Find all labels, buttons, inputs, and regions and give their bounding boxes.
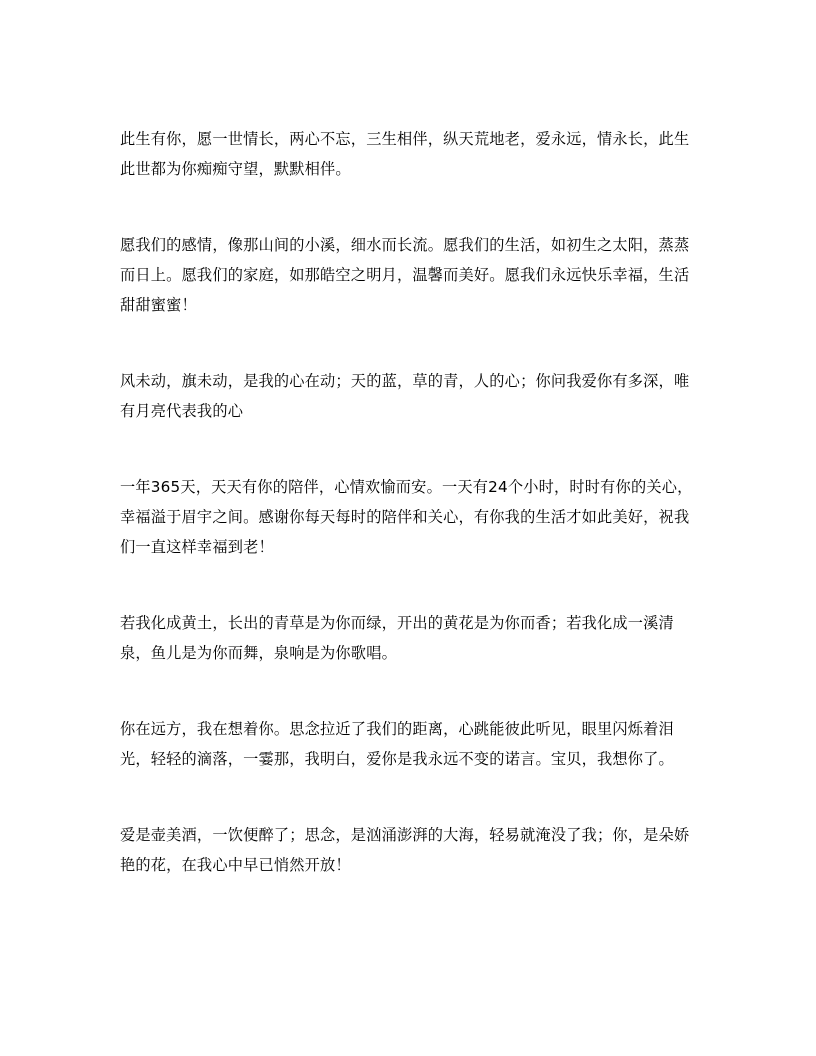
paragraph-3: 风未动，旗未动，是我的心在动；天的蓝，草的青，人的心；你问我爱你有多深，唯有月亮代表我的心 (120, 372, 690, 420)
paragraph-1: 此生有你，愿一世情长，两心不忘，三生相伴，纵天荒地老，爱永远，情永长，此生此世都为你痴痴守望，默默相伴。 (120, 130, 690, 178)
paragraph-6: 你在远方，我在想着你。思念拉近了我们的距离，心跳能彼此听见，眼里闪烁着泪光，轻轻的滴落，一霎那，我明白，爱你是我永远不变的诺言。宝贝，我想你了。 (120, 720, 674, 768)
paragraph-2: 愿我们的感情，像那山间的小溪，细水而长流。愿我们的生活，如初生之太阳，蒸蒸而日上。愿我们的家庭，如那皓空之明月，温馨而美好。愿我们永远快乐幸福，生活甜甜蜜蜜！ (120, 236, 690, 314)
paragraph-7: 爱是壶美酒，一饮便醉了；思念，是汹涌澎湃的大海，轻易就淹没了我；你，是朵娇艳的花，在我心中早已悄然开放！ (120, 826, 690, 874)
paragraph-5: 若我化成黄土，长出的青草是为你而绿，开出的黄花是为你而香；若我化成一溪清泉，鱼儿是为你而舞，泉响是为你歌唱。 (120, 614, 674, 662)
document-body (120, 124, 700, 926)
paragraph-4: 一年365天，天天有你的陪伴，心情欢愉而安。一天有24个小时，时时有你的关心，幸福溢于眉宇之间。感谢你每天每时的陪伴和关心，有你我的生活才如此美好，祝我们一直这样幸福到老！ (120, 478, 693, 556)
